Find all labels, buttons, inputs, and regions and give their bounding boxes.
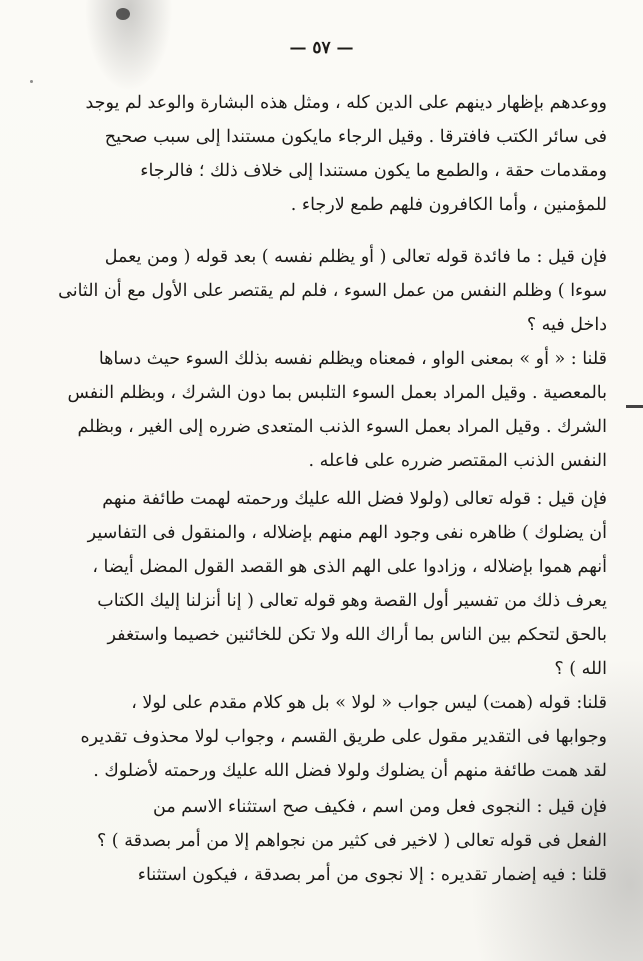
page-number: — ٥٧ — <box>289 38 354 58</box>
text-line: داخل فيه ؟ <box>526 315 607 335</box>
ink-blot <box>116 8 130 20</box>
ink-speck <box>30 80 33 83</box>
text-line: يعرف ذلك من تفسير أول القصة وهو قوله تعالى ( إنا أنزلنا إليك الكتاب <box>97 591 607 611</box>
paragraph-4 <box>30 482 607 686</box>
text-line: الله ) ؟ <box>554 659 607 679</box>
text-line: قلنا: قوله (همت) ليس جواب « لولا » بل هو كلام مقدم على لولا ، <box>131 693 607 713</box>
paragraph-1 <box>30 86 607 222</box>
text-line: وجوابها فى التقدير مقول على طريق القسم ، وجواب لولا محذوف تقديره <box>80 727 607 747</box>
text-line: للمؤمنين ، وأما الكافرون فلهم طمع لارجاء . <box>290 195 607 215</box>
paragraph-3 <box>30 342 607 478</box>
text-line: ووعدهم بإظهار دينهم على الدين كله ، ومثل هذه البشارة والوعد لم يوجد <box>85 93 607 113</box>
text-line: فإن قيل : ما فائدة قوله تعالى ( أو يظلم نفسه ) بعد قوله ( ومن يعمل <box>104 247 607 267</box>
text-line: بالحق لتحكم بين الناس بما أراك الله ولا تكن للخائنين خصيما واستغفر <box>107 625 607 645</box>
text-line: لقد همت طائفة منهم أن يضلوك ولولا فضل الله عليك ورحمته لأضلوك . <box>93 761 607 781</box>
margin-mark <box>626 405 643 408</box>
paragraph-6 <box>30 790 607 892</box>
text-line: بالمعصية . وقيل المراد بعمل السوء التلبس بما دون الشرك ، وبظلم النفس <box>67 383 607 403</box>
text-line: أن يضلوك ) ظاهره نفى وجود الهم منهم بإضلاله ، والمنقول فى التفاسير <box>87 523 607 543</box>
text-line: أنهم هموا بإضلاله ، وزادوا على الهم الذى هو القصد القول المضل أيضا ، <box>92 557 607 577</box>
text-line: فإن قيل : النجوى فعل ومن اسم ، فكيف صح استثناء الاسم من <box>153 797 607 817</box>
text-line: الشرك . وقيل المراد بعمل السوء الذنب المتعدى ضرره إلى الغير ، وبظلم <box>77 417 607 437</box>
text-line: فإن قيل : قوله تعالى (ولولا فضل الله عليك ورحمته لهمت طائفة منهم <box>102 489 607 509</box>
paragraph-5 <box>30 686 607 788</box>
text-line: فى سائر الكتب فافترقا . وقيل الرجاء مايكون مستندا إلى سبب صحيح <box>104 127 607 147</box>
text-line: الفعل فى قوله تعالى ( لاخير فى كثير من نجواهم إلا من أمر بصدقة ) ؟ <box>96 831 607 851</box>
text-line: سوءا ) وظلم النفس من عمل السوء ، فلم لم يقتصر على الأول مع أن الثانى <box>58 281 607 301</box>
text-line: ومقدمات حقة ، والطمع ما يكون مستندا إلى خلاف ذلك ؛ فالرجاء <box>140 161 607 181</box>
text-line: قلنا : فيه إضمار تقديره : إلا نجوى من أمر بصدقة ، فيكون استثناء <box>137 865 607 885</box>
text-line: قلنا : « أو » بمعنى الواو ، فمعناه ويظلم نفسه بذلك السوء حيث دساها <box>98 349 607 369</box>
text-line: النفس الذنب المقتصر ضرره على فاعله . <box>308 451 607 471</box>
paragraph-2 <box>30 240 607 342</box>
